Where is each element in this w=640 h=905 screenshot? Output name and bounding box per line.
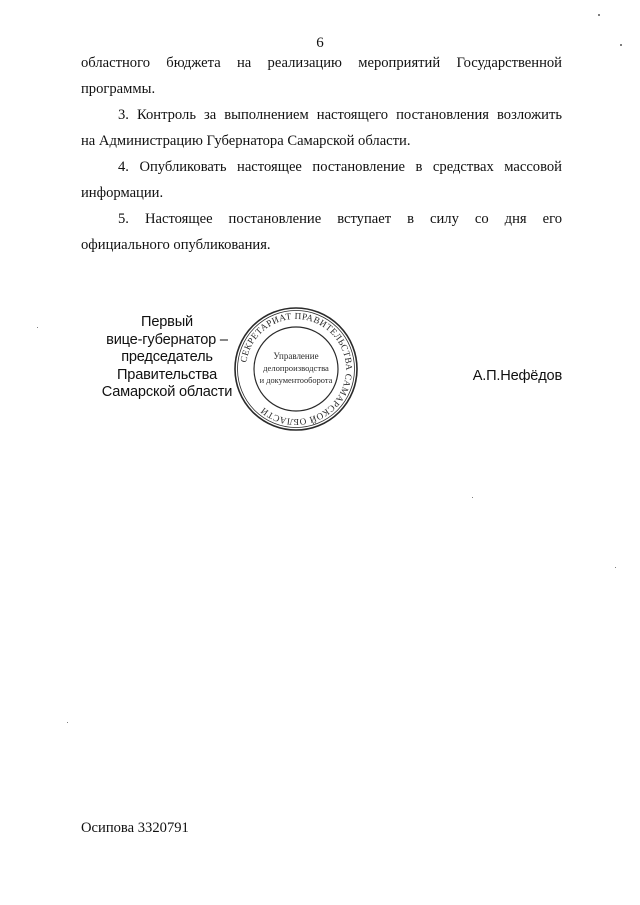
scan-speck <box>37 327 38 328</box>
paragraph-line: 5. Настоящее постановление вступает в силу со дня его <box>118 211 562 227</box>
signatory-name: А.П.Нефёдов <box>472 368 562 384</box>
signatory-title-line: Первый <box>141 314 193 330</box>
paragraph-line: 4. Опубликовать настоящее постановление в средствах массовой <box>118 159 562 175</box>
paragraph-line: областного бюджета на реализацию мероприятий Государственной <box>81 55 562 71</box>
signatory-title-line: председатель Правительства <box>117 349 217 383</box>
scan-speck <box>615 567 616 568</box>
scan-speck <box>472 497 473 498</box>
paragraph-control <box>81 102 562 154</box>
executor-contact: Осипова 3320791 <box>81 820 189 836</box>
scan-speck <box>598 14 600 16</box>
paragraph-budget <box>81 50 562 102</box>
scan-speck <box>67 722 68 723</box>
paragraph-line: 3. Контроль за выполнением настоящего постановления возложить <box>118 107 562 123</box>
scan-speck <box>620 44 622 46</box>
paragraph-publish <box>81 154 562 206</box>
signatory-title-line: Самарской области <box>101 384 233 400</box>
paragraph-line: на Администрацию Губернатора Самарской области. <box>81 133 411 149</box>
paragraph-line: официального опубликования. <box>81 237 271 253</box>
signatory-title <box>84 314 250 402</box>
signatory-title-line: вице-губернатор – <box>106 331 228 348</box>
stamp-center-line: и документооборота <box>259 376 333 385</box>
official-stamp-icon <box>233 306 359 432</box>
page-number: 6 <box>316 35 324 51</box>
stamp-center-line: Управление <box>273 351 319 361</box>
paragraph-line: информации. <box>81 185 164 201</box>
paragraph-line: программы. <box>81 81 156 97</box>
paragraph-effective <box>81 206 562 258</box>
stamp-ring-text: СЕКРЕТАРИАТ ПРАВИТЕЛЬСТВА САМАРСКОЙ ОБЛАСТИ <box>238 310 355 428</box>
stamp-center-line: делопроизводства <box>263 363 329 373</box>
